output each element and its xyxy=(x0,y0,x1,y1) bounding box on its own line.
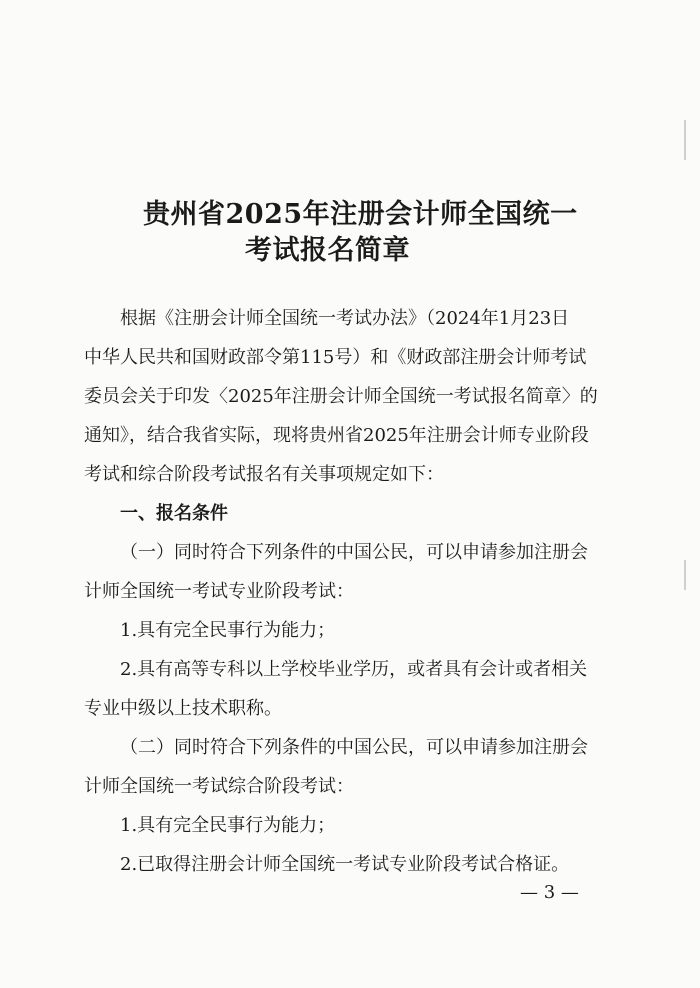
condition-2-line: 计师全国统一考试综合阶段考试： xyxy=(84,776,354,797)
intro-line: 通知》，结合我省实际，现将贵州省2025年注册会计师专业阶段 xyxy=(84,425,589,446)
page-number: — 3 — xyxy=(520,882,579,903)
document-body xyxy=(84,299,610,884)
condition-2-item-2: 2.已取得注册会计师全国统一考试专业阶段考试合格证。 xyxy=(120,854,570,875)
condition-1-line: 计师全国统一考试专业阶段考试： xyxy=(84,581,354,602)
condition-2-item-1: 1.具有完全民事行为能力； xyxy=(120,815,336,836)
scan-edge-mark xyxy=(684,560,686,590)
intro-line: 考试和综合阶段考试报名有关事项规定如下： xyxy=(84,464,444,485)
document-title-line-1: 贵州省2025年注册会计师全国统一 xyxy=(143,199,578,230)
section-heading: 一、报名条件 xyxy=(120,503,228,524)
condition-1-item-1: 1.具有完全民事行为能力； xyxy=(120,620,336,641)
scan-edge-mark xyxy=(684,120,686,160)
condition-1-item-2-line: 专业中级以上技术职称。 xyxy=(84,698,282,719)
intro-line: 委员会关于印发〈2025年注册会计师全国统一考试报名简章〉的 xyxy=(84,386,598,407)
intro-line: 中华人民共和国财政部令第115号）和《财政部注册会计师考试 xyxy=(84,347,587,368)
intro-line: 根据《注册会计师全国统一考试办法》（2024年1月23日 xyxy=(120,308,570,329)
document-title-line-2: 考试报名简章 xyxy=(245,235,410,266)
condition-1-item-2-line: 2.具有高等专科以上学校毕业学历，或者具有会计或者相关 xyxy=(120,659,588,680)
condition-1-line: （一）同时符合下列条件的中国公民，可以申请参加注册会 xyxy=(120,542,588,563)
condition-2-line: （二）同时符合下列条件的中国公民，可以申请参加注册会 xyxy=(120,737,588,758)
